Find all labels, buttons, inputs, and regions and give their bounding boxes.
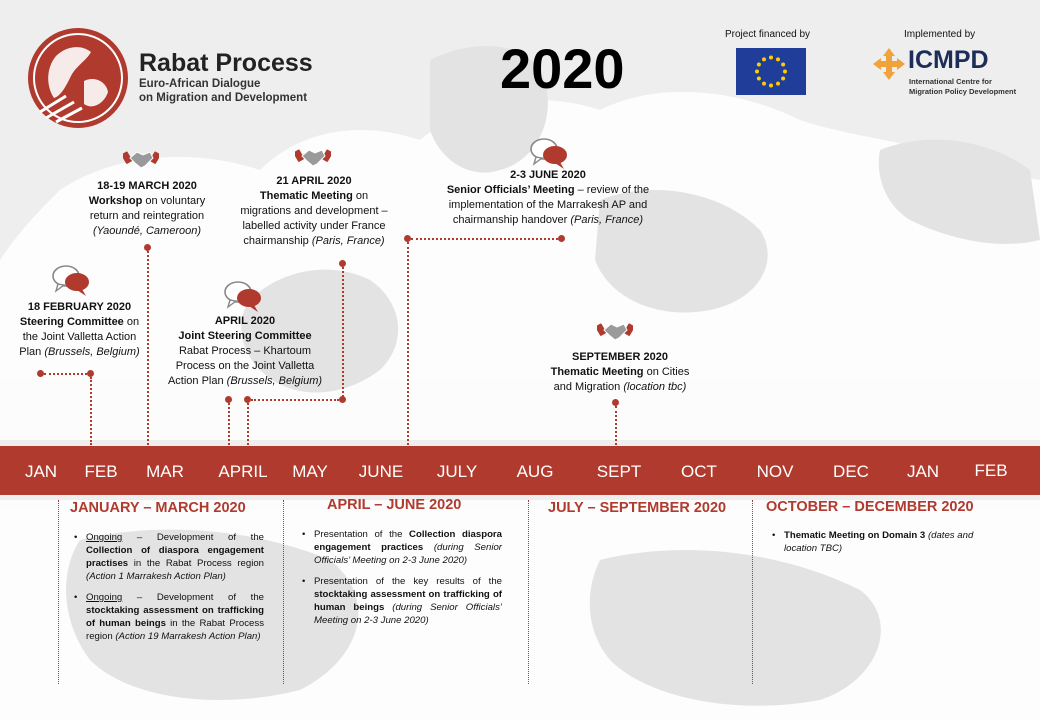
event-mar-text2: return and reintegration <box>89 210 205 222</box>
quarter-q2-list <box>300 528 502 635</box>
month-may: MAY <box>292 462 328 481</box>
event-mar-title: Workshop <box>88 195 143 207</box>
item-text: Presentation of the <box>314 529 410 540</box>
event-jun-text3: chairmanship handover <box>452 214 571 226</box>
eu-star <box>757 63 761 67</box>
event-sep-date: SEPTEMBER 2020 <box>572 351 668 363</box>
eu-star <box>769 84 773 88</box>
event-sep-title: Thematic Meeting <box>550 366 644 378</box>
handshake-icon <box>123 146 159 170</box>
month-jan: JAN <box>24 462 58 481</box>
eu-star <box>783 70 787 74</box>
logo-subtitle-line2: on Migration and Development <box>139 92 308 104</box>
event-apr21-date: 21 APRIL 2020 <box>276 175 352 187</box>
event-apr21-connector <box>251 399 339 401</box>
item-text <box>423 542 434 553</box>
speech-bubbles-icon <box>530 138 570 172</box>
event-jun <box>425 168 671 228</box>
event-feb-marker <box>37 370 44 377</box>
event-feb-text2: the Joint Valletta Action <box>22 331 137 343</box>
rabat-process-logo-icon <box>26 26 130 130</box>
event-apr21-marker <box>339 260 346 267</box>
month-oct: OCT <box>681 462 717 481</box>
event-feb <box>2 300 157 360</box>
quarter-separator <box>283 500 284 684</box>
event-apr21-text2: migrations and development – <box>240 205 388 217</box>
item-italic: (Action 1 Marrakesh Action Plan) <box>86 571 226 582</box>
event-jun-text2: implementation of the Marrakesh AP and <box>448 199 648 211</box>
eu-star <box>781 63 785 67</box>
item-bold: Thematic Meeting on Domain 3 <box>784 530 926 541</box>
eu-flag-icon <box>736 48 806 95</box>
month-sept: SEPT <box>596 462 642 481</box>
event-apr21-marker-2 <box>339 396 346 403</box>
event-apr21-location: (Paris, France) <box>311 235 385 247</box>
event-feb-text3: Plan <box>19 346 45 358</box>
event-apr21-text4: chairmanship <box>243 235 312 247</box>
event-jun-marker-2 <box>558 235 565 242</box>
event-jun-marker <box>404 235 411 242</box>
eu-star <box>762 82 766 86</box>
quarter-q1-title: JANUARY – MARCH 2020 <box>70 500 246 516</box>
list-item <box>72 531 264 583</box>
speech-bubbles-icon <box>224 281 264 315</box>
event-sep-location: (location tbc) <box>623 381 687 393</box>
handshake-icon <box>597 318 633 342</box>
eu-star <box>776 57 780 61</box>
month-mar: MAR <box>146 462 184 481</box>
item-italic: (dates and location TBC) <box>784 530 974 554</box>
item-bold: stocktaking assessment on trafficking of human beings <box>314 589 502 613</box>
year-heading: 2020 <box>500 37 625 100</box>
month-feb: FEB <box>84 462 118 481</box>
event-apr-leader <box>228 403 230 445</box>
month-jan-next: JAN <box>906 462 940 481</box>
list-item <box>770 529 980 555</box>
eu-star <box>781 77 785 81</box>
quarter-separator <box>58 500 59 684</box>
logo-title: Rabat Process <box>139 49 313 77</box>
event-jun-text1: – review of the <box>574 184 650 196</box>
item-text: – Development of the <box>122 592 264 603</box>
event-sep-leader <box>615 406 617 445</box>
quarter-separator <box>752 500 753 684</box>
event-apr <box>160 314 330 389</box>
speech-bubbles-icon <box>52 265 92 299</box>
list-item <box>300 575 502 627</box>
event-jun-title: Senior Officials’ Meeting <box>446 184 575 196</box>
event-apr-text3: Action Plan <box>167 375 227 387</box>
event-apr-marker <box>225 396 232 403</box>
item-bold: Collection of diaspora engagement practises <box>86 545 264 569</box>
list-item <box>300 528 502 567</box>
event-apr21 <box>222 174 406 249</box>
event-sep-text1: on Cities <box>643 366 690 378</box>
list-item <box>72 591 264 643</box>
handshake-icon <box>295 144 331 168</box>
item-text: Presentation of the key results of the <box>314 576 502 587</box>
event-apr-title: Joint Steering Committee <box>178 330 312 342</box>
event-mar-leader <box>147 251 149 445</box>
quarter-q2-title: APRIL – JUNE 2020 <box>327 497 462 513</box>
event-apr-leader-2 <box>247 403 249 445</box>
event-apr-text2: Process on the Joint Valletta <box>175 360 315 372</box>
event-apr21-leader <box>342 267 344 397</box>
icmpd-name: ICMPD <box>908 46 989 74</box>
quarter-q1-list <box>72 531 264 651</box>
eu-star <box>769 56 773 60</box>
event-feb-text1: on <box>123 316 140 328</box>
icmpd-line1: International Centre for <box>909 77 992 86</box>
month-june: JUNE <box>358 462 404 481</box>
event-apr-text1: Rabat Process – Khartoum <box>178 345 312 357</box>
event-feb-date: 18 FEBRUARY 2020 <box>27 301 132 313</box>
event-feb-leader <box>90 377 92 445</box>
implemented-label: Implemented by <box>904 29 976 40</box>
financed-label: Project financed by <box>725 29 811 40</box>
item-bold: Collection diaspora engagement practices <box>314 529 502 553</box>
event-apr21-text1: on <box>352 190 369 202</box>
item-italic: (Action 19 Marrakesh Action Plan) <box>115 631 261 642</box>
event-apr21-text3: labelled activity under France <box>242 220 386 232</box>
event-feb-connector <box>44 373 87 375</box>
event-jun-date: 2-3 JUNE 2020 <box>510 169 586 181</box>
event-sep <box>530 350 710 395</box>
event-sep-marker <box>612 399 619 406</box>
item-status: Ongoing <box>86 532 123 543</box>
item-italic: (during Senior Officials’ Meeting on 2-3 June 2020) <box>314 542 503 566</box>
quarter-q4-list <box>770 529 980 563</box>
item-text: in the Rabat Process region <box>128 558 264 569</box>
item-text: – Development of the <box>122 532 264 543</box>
icmpd-line2: Migration Policy Development <box>909 87 1017 96</box>
eu-star <box>757 77 761 81</box>
item-italic: (during Senior Officials’ Meeting on 2-3 June 2020) <box>314 602 502 626</box>
event-mar-date: 18-19 MARCH 2020 <box>97 180 197 192</box>
event-apr-marker-2 <box>244 396 251 403</box>
event-feb-marker-2 <box>87 370 94 377</box>
event-jun-location: (Paris, France) <box>570 214 644 226</box>
quarter-q4-title: OCTOBER – DECEMBER 2020 <box>766 499 974 515</box>
event-sep-text2: and Migration <box>553 381 624 393</box>
item-text: in the Rabat Process region <box>86 618 264 642</box>
event-jun-leader <box>407 242 409 445</box>
event-apr-date: APRIL 2020 <box>214 315 276 327</box>
eu-star <box>776 82 780 86</box>
item-bold: stocktaking assessment on trafficking of human beings <box>86 605 264 629</box>
month-april: APRIL <box>218 462 268 481</box>
quarter-q3-title: JULY – SEPTEMBER 2020 <box>548 500 727 516</box>
event-mar-text1: on voluntary <box>142 195 206 207</box>
event-apr21-title: Thematic Meeting <box>259 190 353 202</box>
event-apr-location: (Brussels, Belgium) <box>226 375 323 387</box>
quarter-separator <box>528 500 529 684</box>
event-feb-title: Steering Committee <box>19 316 124 328</box>
logo-subtitle-line1: Euro-African Dialogue <box>139 78 261 90</box>
month-feb-next: FEB <box>974 461 1008 480</box>
month-dec: DEC <box>833 462 869 481</box>
event-feb-location: (Brussels, Belgium) <box>44 346 140 358</box>
eu-star <box>755 70 759 74</box>
event-mar <box>72 179 222 239</box>
icmpd-logo-icon <box>871 46 907 82</box>
month-july: JULY <box>436 462 478 481</box>
event-mar-marker <box>144 244 151 251</box>
eu-star <box>762 57 766 61</box>
month-aug: AUG <box>516 462 554 481</box>
event-mar-location: (Yaoundé, Cameroon) <box>92 225 202 237</box>
event-jun-connector <box>411 238 558 240</box>
item-status: Ongoing <box>86 592 123 603</box>
month-nov: NOV <box>756 462 794 481</box>
